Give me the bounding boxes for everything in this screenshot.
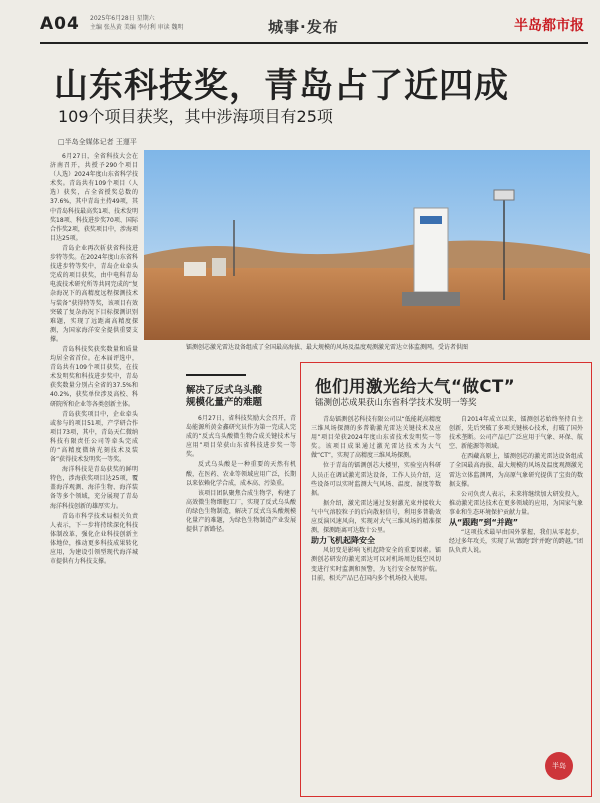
left-paragraph: 青岛企业再次斩获省科技进步特等奖。在2024年度山东省科技进步特等奖中，青岛企业牵头完成的项目获奖，由中电科青岛电波技术研究所等共同完成的“复杂海况下的高精度远程探测技术与装备”获得特等奖，该项目有效突破了复杂海况下目标探测识别难题，实现了远距离高精度探测，为国家海洋安全提供重要支撑。 <box>50 244 138 343</box>
lidar-label <box>420 216 442 224</box>
lidar-base <box>402 292 460 306</box>
feature-column-left <box>311 415 441 793</box>
middle-rule <box>186 374 246 376</box>
feature-paragraph: 公司负责人表示，未来将继续加大研发投入，推动激光雷达技术在更多领域的应用，为国家气象事业和生态环境保护贡献力量。 <box>449 490 583 516</box>
left-column <box>50 152 138 792</box>
left-paragraph: 青岛获奖项目中，企业牵头或参与的项目51项，产学研合作项目73项，其中，青岛天仁微纳科技有限责任公司等牵头完成的“高精度微纳光刻技术及装备”获得技术发明奖一等奖。 <box>50 410 138 464</box>
editor-credits: 主编 张丛黄 美编 李付利 审读 魏明 <box>90 24 184 31</box>
page-number: A04 <box>40 14 80 34</box>
left-paragraph: 海洋科技是青岛获奖的鲜明特色，涉海获奖项目达25项，覆盖海洋观测、海洋生物、海洋装备等多个领域，充分展现了青岛海洋科技创新的雄厚实力。 <box>50 466 138 510</box>
middle-headline-line: 解决了反式乌头酸 <box>186 385 263 396</box>
middle-headline-line: 规模化量产的难题 <box>186 397 263 408</box>
sensor <box>494 190 514 200</box>
feature-box <box>300 362 592 797</box>
feature-column-right <box>449 415 583 793</box>
sub-headline: 109个项目获奖，其中涉海项目有25项 <box>58 107 333 126</box>
page-header <box>40 6 588 44</box>
building <box>212 258 226 276</box>
feature-section-heading: 助力飞机起降安全 <box>311 536 375 546</box>
date-line <box>90 14 184 32</box>
feature-paragraph: 青岛镭测创芯科技有限公司以“低能耗高精度三维风场探测的多普勒激光雷达关键技术及应用”项目荣获2024年度山东省技术发明奖一等奖。该项目成果通过激光雷达技术为大气做“CT”，实现了高精度三维风场探测。 <box>311 416 441 460</box>
issue-date: 2025年6月28日 星期六 <box>90 15 155 22</box>
feature-section-heading: 从“跟跑”到“并跑” <box>449 518 519 528</box>
newspaper-logo: 半岛都市报 <box>514 18 584 34</box>
feature-subtitle: 镭测创芯成果获山东省科学技术发明一等奖 <box>315 398 477 408</box>
photo-caption: 镭测创芯激光雷达设备组成了全国最高海拔、最大规模的风场及温度观测激光雷达立体监测网。受访者供图 <box>186 344 469 351</box>
section-title: 城事·发布 <box>268 18 339 36</box>
building <box>184 262 206 276</box>
feature-paragraph: 据介绍，激光雷达通过发射激光束并接收大气中气溶胶粒子的后向散射信号，利用多普勒效应反演风速风向，实现对大气三维风场的精准探测，探测距离可达数十公里。 <box>311 499 441 535</box>
left-paragraph: 6月27日，全省科技大会在济南召开，共授予290个项目（人选）2024年度山东省科学技术奖。青岛共有109个项目（人选）获奖，占全省授奖总数的37.6%，其中青岛主持49项，其中青岛科技最高奖1项、技术发明奖18项、科技进步奖70项、国际合作奖2项，获奖项目中，涉海项目达25项。 <box>50 153 138 242</box>
feature-paragraph: “这项技术最早由国外掌握，我们从零起步，经过多年攻关，实现了从‘跟跑’到‘并跑’的跨越。”团队负责人说。 <box>449 529 583 555</box>
feature-paragraph: 自2014年成立以来，镭测创芯始终坚持自主创新，先后突破了多项关键核心技术，打破了国外技术垄断。公司产品已广泛应用于气象、环保、航空、新能源等领域。 <box>449 416 583 451</box>
ground <box>144 268 590 340</box>
feature-paragraph: 位于青岛的镭测创芯大楼里，实验室内科研人员正在调试激光雷达设备，工作人员介绍，这些设备可以实时监测大气风场、温度、湿度等数据。 <box>311 462 441 497</box>
feature-paragraph: 风切变是影响飞机起降安全的重要因素。镭测创芯研发的激光雷达可以对机场周边低空风切变进行实时监测和预警，为飞行安全保驾护航。目前，相关产品已在国内多个机场投入使用。 <box>311 547 441 582</box>
middle-column <box>186 414 296 797</box>
feature-paragraph: 在西藏高原上，镭测创芯的激光雷达设备组成了全国最高海拔、最大规模的风场及温度观测激光雷达立体监测网，为高原气象研究提供了宝贵的数据支撑。 <box>449 453 583 488</box>
byline: □半岛全媒体记者 王運平 <box>58 138 137 146</box>
lidar-photo <box>144 150 590 340</box>
left-paragraph: 青岛市科学技术局相关负责人表示，下一步将持续深化科技体制改革，强化企业科技创新主体地位，推动更多科技成果转化应用，为建设引领型现代海洋城市提供有力科技支撑。 <box>50 512 138 566</box>
watermark-badge: 半岛 <box>545 752 573 780</box>
main-headline: 山东科技奖，青岛占了近四成 <box>54 66 509 106</box>
middle-paragraph: 该项目团队聚焦合成生物学，构建了高效微生物细胞工厂，实现了反式乌头酸的绿色生物制造，解决了反式乌头酸规模化量产的难题，为绿色生物制造产业发展提供了新路径。 <box>186 489 296 534</box>
left-paragraph: 青岛科技奖获奖数量和质量均居全省首位。在本届评选中，青岛共有109个项目获奖，在技术发明奖和科技进步奖中，青岛获奖数量分别占全省的37.5%和40.2%，获奖单位涉及高校、科研院所和企业等各类创新主体。 <box>50 345 138 408</box>
middle-headline <box>186 385 262 409</box>
feature-title: 他们用激光给大气“做CT” <box>315 377 516 396</box>
middle-paragraph: 反式乌头酸是一种重要的天然有机酸，在医药、农业等领域应用广泛，长期以来依赖化学合成，成本高、污染重。 <box>186 461 296 487</box>
photo-illustration <box>144 150 590 340</box>
middle-paragraph: 6月27日，省科技奖励大会召开，青岛能源所黄金鑫研究员作为第一完成人完成的“反式乌头酸微生物合成关键技术与应用”项目荣获山东省科技进步奖一等奖。 <box>186 415 296 459</box>
